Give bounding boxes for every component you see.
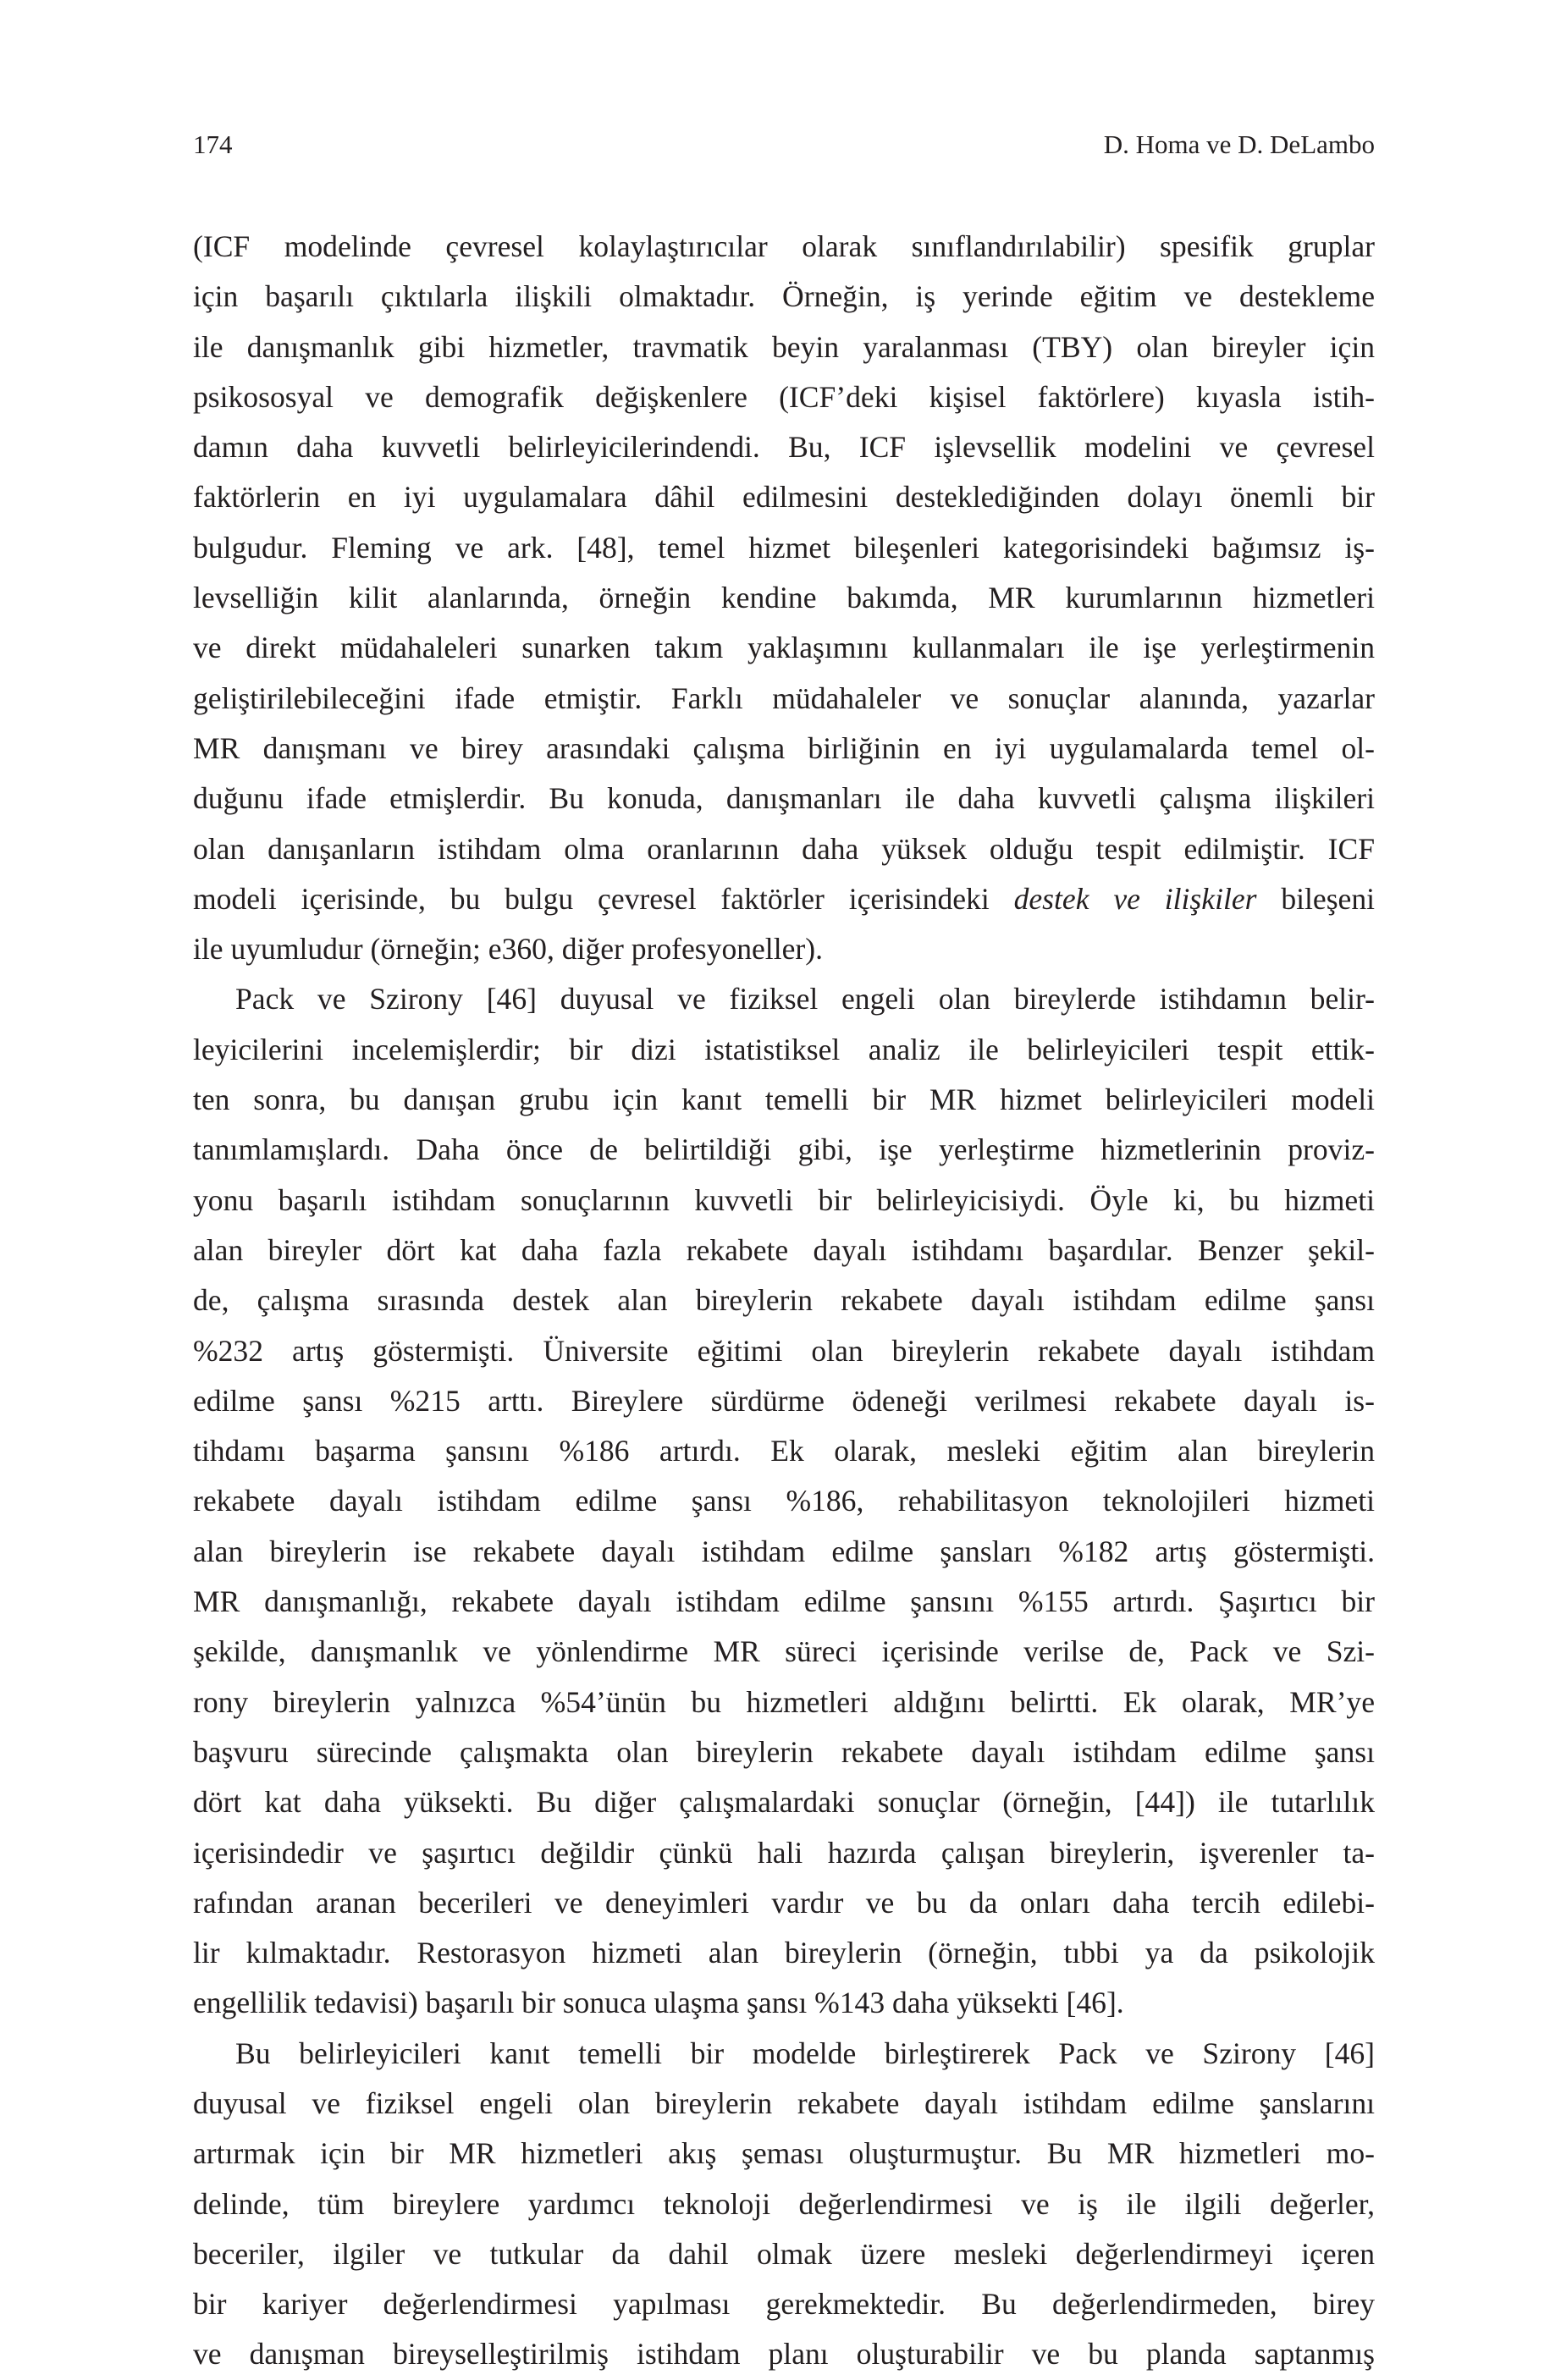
text-line: tanımlamışlardı. Daha önce de belirtildiği gibi, işe yerleştirme hizmetlerinin proviz-: [193, 1132, 1375, 1167]
text-line: bulgudur. Fleming ve ark. [48], temel hizmet bileşenleri kategorisindeki bağımsız iş-: [193, 530, 1375, 565]
text-line: ile uyumludur (örneğin; e360, diğer profesyoneller).: [193, 932, 823, 967]
text-line: rony bireylerin yalnızca %54’ünün bu hizmetleri aldığını belirtti. Ek olarak, MR’ye: [193, 1684, 1375, 1719]
text-line-with-emphasis: [193, 874, 1375, 924]
emphasis-term: destek ve ilişkiler: [1013, 881, 1257, 916]
text-line: geliştirilebileceğini ifade etmiştir. Farklı müdahaleler ve sonuçlar alanında, yazarlar: [193, 680, 1375, 715]
text-line: edilme şansı %215 arttı. Bireylere sürdürme ödeneği verilmesi rekabete dayalı is-: [193, 1383, 1375, 1418]
paragraph-1: [193, 222, 1375, 974]
text-line: ile danışmanlık gibi hizmetler, travmatik beyin yaralanması (TBY) olan bireyler için: [193, 329, 1375, 364]
text-line: duğunu ifade etmişlerdir. Bu konuda, danışmanları ile daha kuvvetli çalışma ilişkileri: [193, 781, 1375, 816]
text-line: alan bireylerin ise rekabete dayalı istihdam edilme şansları %182 artış göstermişti.: [193, 1534, 1375, 1568]
paragraph-2: [193, 974, 1375, 2028]
text-line: Bu belirleyicileri kanıt temelli bir modelde birleştirerek Pack ve Szirony [46]: [235, 2036, 1375, 2070]
text-line: bir kariyer değerlendirmesi yapılması gerekmektedir. Bu değerlendirmeden, birey: [193, 2287, 1375, 2322]
book-page: [193, 0, 1375, 2372]
body-text: [193, 222, 1375, 2380]
text-line: şekilde, danışmanlık ve yönlendirme MR süreci içerisinde verilse de, Pack ve Szi-: [193, 1634, 1375, 1669]
text-line: ve direkt müdahaleleri sunarken takım yaklaşımını kullanmaları ile işe yerleştirmenin: [193, 631, 1375, 665]
page-number: 174: [193, 129, 233, 159]
text-line: psikososyal ve demografik değişkenlere (ICF’deki kişisel faktörlere) kıyasla istih-: [193, 379, 1375, 414]
text-line: artırmak için bir MR hizmetleri akış şeması oluşturmuştur. Bu MR hizmetleri mo-: [193, 2136, 1375, 2171]
text-line: Pack ve Szirony [46] duyusal ve fiziksel engeli olan bireylerde istihdamın belir-: [235, 982, 1375, 1016]
text-line: de, çalışma sırasında destek alan bireylerin rekabete dayalı istihdam edilme şansı: [193, 1283, 1375, 1318]
text-line: beceriler, ilgiler ve tutkular da dahil olmak üzere mesleki değerlendirmeyi içeren: [193, 2236, 1375, 2271]
text-line: %232 artış göstermişti. Üniversite eğitimi olan bireylerin rekabete dayalı istihdam: [193, 1333, 1375, 1368]
text-line: damın daha kuvvetli belirleyicilerindendi. Bu, ICF işlevsellik modelini ve çevresel: [193, 430, 1375, 465]
text-line: içerisindedir ve şaşırtıcı değildir çünkü hali hazırda çalışan bireylerin, işverenler ta-: [193, 1835, 1375, 1870]
text-line: olan danışanların istihdam olma oranlarının daha yüksek olduğu tespit edilmiştir. ICF: [193, 831, 1375, 866]
text-line: engellilik tedavisi) başarılı bir sonuca ulaşma şansı %143 daha yüksekti [46].: [193, 1986, 1124, 2020]
text-line: lir kılmaktadır. Restorasyon hizmeti alan bireylerin (örneğin, tıbbi ya da psikolojik: [193, 1936, 1375, 1970]
text-line: tihdamı başarma şansını %186 artırdı. Ek olarak, mesleki eğitim alan bireylerin: [193, 1434, 1375, 1468]
text-line: MR danışmanlığı, rekabete dayalı istihdam edilme şansını %155 artırdı. Şaşırtıcı bir: [193, 1584, 1375, 1619]
text-run: bileşeni: [1256, 881, 1375, 916]
text-line: faktörlerin en iyi uygulamalara dâhil edilmesini desteklediğinden dolayı önemli bir: [193, 480, 1375, 515]
text-line: rafından aranan becerileri ve deneyimleri vardır ve bu da onları daha tercih edilebi-: [193, 1885, 1375, 1920]
running-header: [193, 124, 1375, 166]
text-line: alan bireyler dört kat daha fazla rekabete dayalı istihdamı başardılar. Benzer şekil-: [193, 1232, 1375, 1267]
text-line: duyusal ve fiziksel engeli olan bireylerin rekabete dayalı istihdam edilme şanslarını: [193, 2085, 1375, 2120]
running-head-authors: D. Homa ve D. DeLambo: [1103, 129, 1375, 159]
text-line: (ICF modelinde çevresel kolaylaştırıcılar olarak sınıflandırılabilir) spesifik gruplar: [193, 229, 1375, 263]
text-line: başvuru sürecinde çalışmakta olan bireylerin rekabete dayalı istihdam edilme şansı: [193, 1734, 1375, 1769]
text-line: delinde, tüm bireylere yardımcı teknoloji değerlendirmesi ve iş ile ilgili değerler,: [193, 2186, 1375, 2221]
text-line: yonu başarılı istihdam sonuçlarının kuvvetli bir belirleyicisiydi. Öyle ki, bu hizmeti: [193, 1182, 1375, 1217]
text-line: MR danışmanı ve birey arasındaki çalışma birliğinin en iyi uygulamalarda temel ol-: [193, 730, 1375, 765]
paragraph-3: [193, 2029, 1375, 2380]
text-line: levselliğin kilit alanlarında, örneğin kendine bakımda, MR kurumlarının hizmetleri: [193, 581, 1375, 615]
text-line: ve danışman bireyselleştirilmiş istihdam planı oluşturabilir ve bu planda saptanmış: [193, 2337, 1375, 2372]
text-run: modeli içerisinde, bu bulgu çevresel faktörler içerisindeki: [193, 881, 1014, 916]
text-line: ten sonra, bu danışan grubu için kanıt temelli bir MR hizmet belirleyicileri modeli: [193, 1083, 1375, 1117]
text-line: rekabete dayalı istihdam edilme şansı %186, rehabilitasyon teknolojileri hizmeti: [193, 1484, 1375, 1518]
text-line: leyicilerini incelemişlerdir; bir dizi istatistiksel analiz ile belirleyicileri tespit ettik-: [193, 1032, 1375, 1066]
text-line: için başarılı çıktılarla ilişkili olmaktadır. Örneğin, iş yerinde eğitim ve destekleme: [193, 279, 1375, 314]
text-line: dört kat daha yüksekti. Bu diğer çalışmalardaki sonuçlar (örneğin, [44]) ile tutarlılık: [193, 1785, 1375, 1820]
